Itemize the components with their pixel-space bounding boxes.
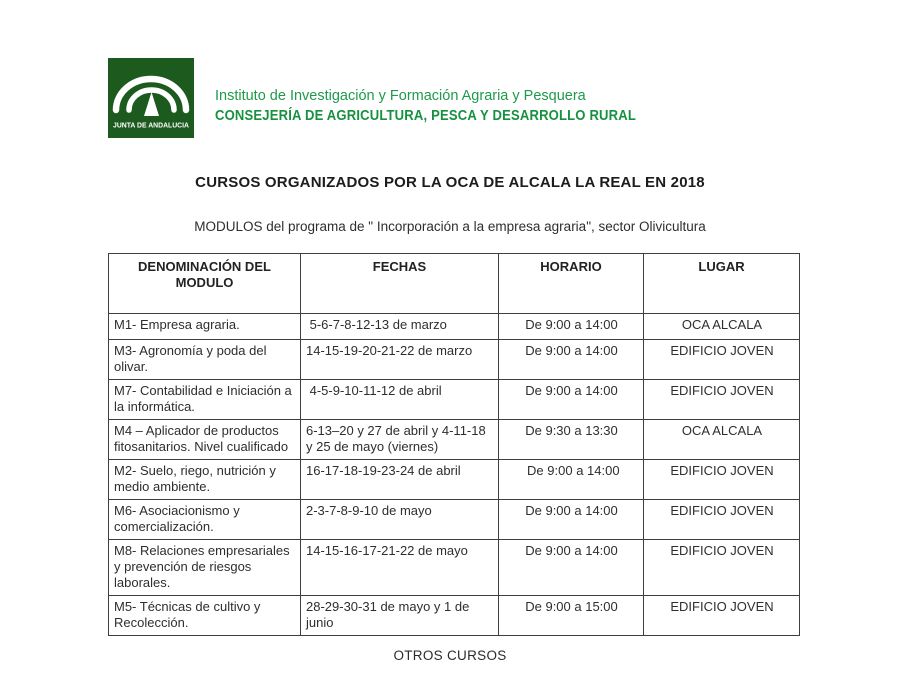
letterhead: [108, 58, 683, 138]
table-row: [109, 380, 800, 420]
fechas-header: FECHAS: [301, 254, 499, 314]
lugar-cell: EDIFICIO JOVEN: [644, 340, 800, 380]
lugar-cell: OCA ALCALA: [644, 420, 800, 460]
header-row: [109, 254, 800, 314]
table-row: [109, 540, 800, 596]
courses-table-header: [109, 254, 800, 314]
horario-cell: De 9:30 a 13:30: [499, 420, 644, 460]
table-row: [109, 314, 800, 340]
fechas-cell: 4-5-9-10-11-12 de abril: [301, 380, 499, 420]
lugar-cell: EDIFICIO JOVEN: [644, 380, 800, 420]
modulo-cell: M1- Empresa agraria.: [109, 314, 301, 340]
courses-table: [108, 253, 800, 636]
fechas-cell: 16-17-18-19-23-24 de abril: [301, 460, 499, 500]
modulo-cell: M6- Asociacionismo y comercialización.: [109, 500, 301, 540]
table-row: [109, 340, 800, 380]
logo-caption: JUNTA DE ANDALUCIA: [113, 122, 189, 130]
modulo-header: DENOMINACIÓN DEL MODULO: [109, 254, 301, 314]
modulo-cell: M2- Suelo, riego, nutrición y medio ambiente.: [109, 460, 301, 500]
horario-cell: De 9:00 a 14:00: [499, 380, 644, 420]
modulo-cell: M4 – Aplicador de productos fitosanitarios. Nivel cualificado: [109, 420, 301, 460]
lugar-cell: EDIFICIO JOVEN: [644, 500, 800, 540]
table-row: [109, 596, 800, 636]
junta-de-andalucia-logo: [108, 58, 194, 138]
horario-cell: De 9:00 a 15:00: [499, 596, 644, 636]
courses-table-body: [109, 314, 800, 636]
modulo-cell: M8- Relaciones empresariales y prevención de riesgos laborales.: [109, 540, 301, 596]
consejeria-name: CONSEJERÍA DE AGRICULTURA, PESCA Y DESARROLLO RURAL: [215, 108, 637, 124]
horario-cell: De 9:00 a 14:00: [499, 460, 644, 500]
fechas-cell: 28-29-30-31 de mayo y 1 de junio: [301, 596, 499, 636]
table-row: [109, 500, 800, 540]
fechas-cell: 5-6-7-8-12-13 de marzo: [301, 314, 499, 340]
lugar-cell: OCA ALCALA: [644, 314, 800, 340]
lugar-cell: EDIFICIO JOVEN: [644, 460, 800, 500]
table-row: [109, 420, 800, 460]
modulo-cell: M7- Contabilidad e Iniciación a la informática.: [109, 380, 301, 420]
horario-cell: De 9:00 a 14:00: [499, 500, 644, 540]
junta-de-andalucia-logo-icon: [108, 58, 194, 138]
lugar-header: LUGAR: [644, 254, 800, 314]
horario-cell: De 9:00 a 14:00: [499, 314, 644, 340]
horario-cell: De 9:00 a 14:00: [499, 340, 644, 380]
horario-header: HORARIO: [499, 254, 644, 314]
table-row: [109, 460, 800, 500]
fechas-cell: 2-3-7-8-9-10 de mayo: [301, 500, 499, 540]
otros-cursos-heading: OTROS CURSOS: [393, 648, 507, 663]
horario-cell: De 9:00 a 14:00: [499, 540, 644, 596]
page-subtitle: MODULOS del programa de " Incorporación a la empresa agraria", sector Olivicultura: [194, 219, 706, 234]
lugar-cell: EDIFICIO JOVEN: [644, 596, 800, 636]
modulo-cell: M5- Técnicas de cultivo y Recolección.: [109, 596, 301, 636]
institute-name: Instituto de Investigación y Formación Agraria y Pesquera: [215, 88, 586, 104]
organization-names: [215, 58, 683, 138]
fechas-cell: 14-15-19-20-21-22 de marzo: [301, 340, 499, 380]
modulo-cell: M3- Agronomía y poda del olivar.: [109, 340, 301, 380]
fechas-cell: 14-15-16-17-21-22 de mayo: [301, 540, 499, 596]
page-title: CURSOS ORGANIZADOS POR LA OCA DE ALCALA LA REAL EN 2018: [195, 174, 705, 191]
fechas-cell: 6-13–20 y 27 de abril y 4-11-18 y 25 de mayo (viernes): [301, 420, 499, 460]
lugar-cell: EDIFICIO JOVEN: [644, 540, 800, 596]
